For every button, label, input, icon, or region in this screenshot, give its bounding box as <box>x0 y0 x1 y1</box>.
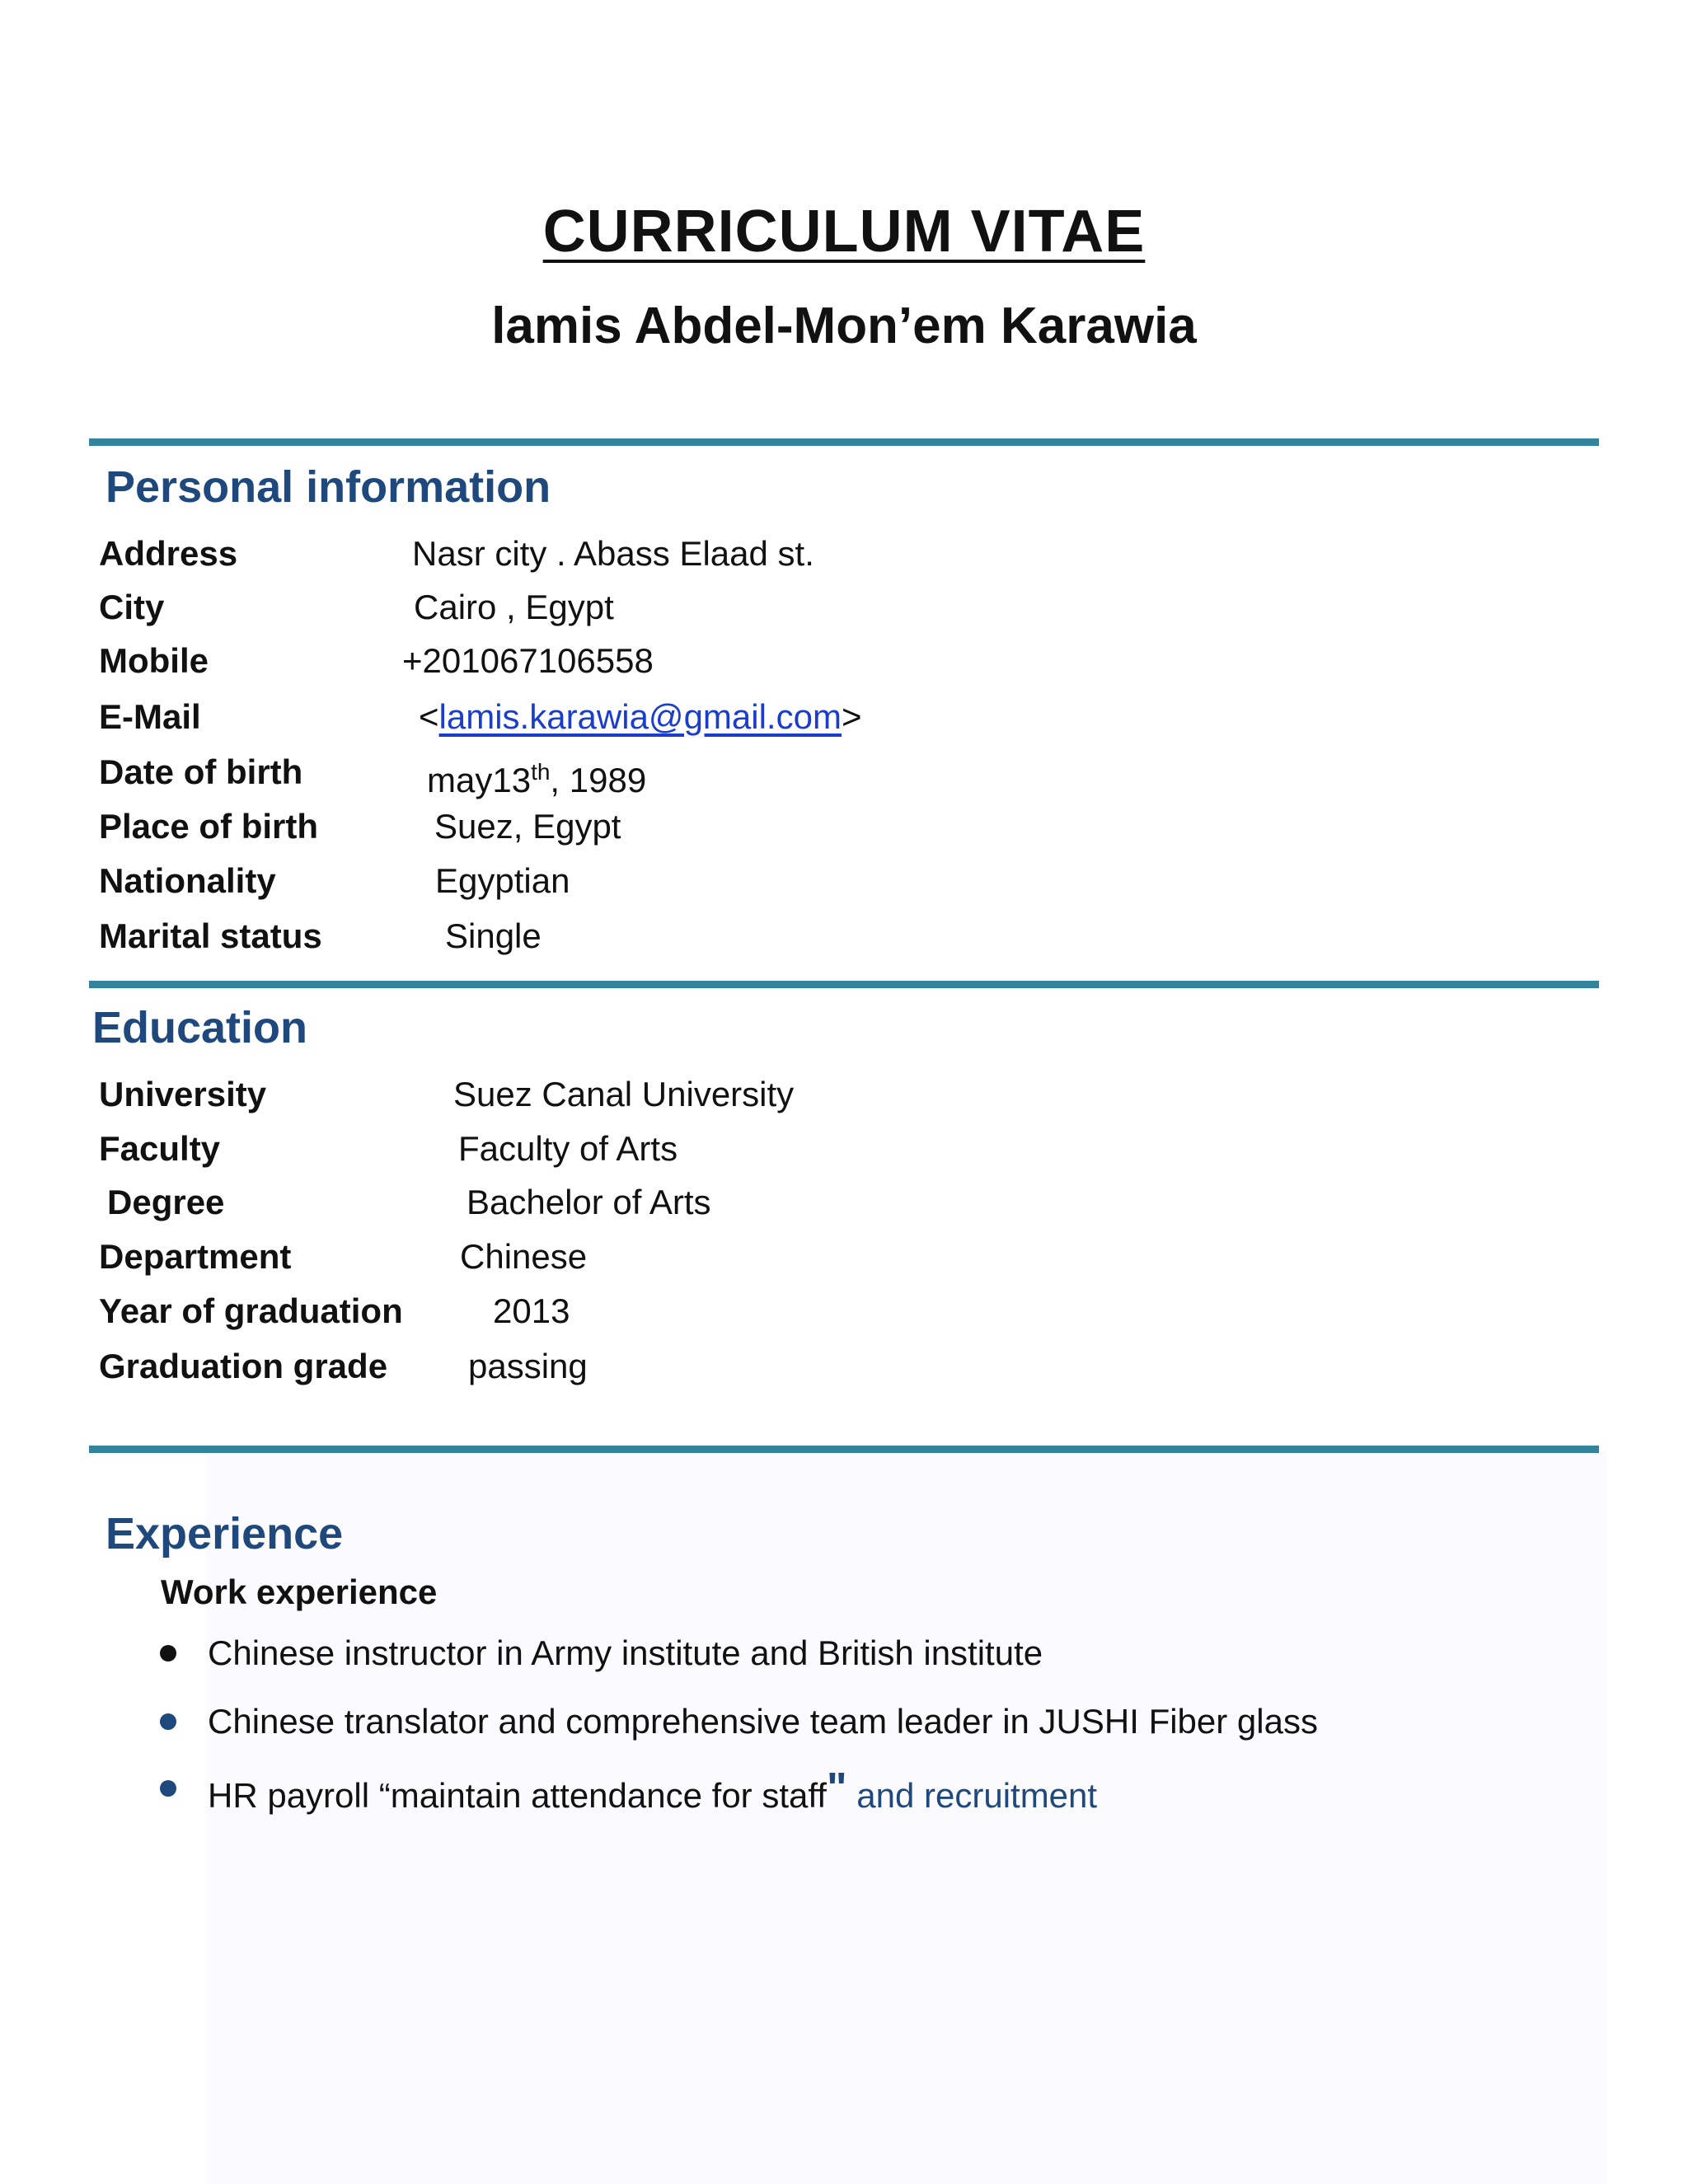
dob-main: may13 <box>427 761 532 799</box>
row-label: Nationality <box>99 861 276 900</box>
closing-quote: " <box>826 1765 847 1812</box>
row-value: Egyptian <box>435 861 570 900</box>
dob-suffix: th <box>531 759 551 785</box>
bullet-icon <box>160 1645 176 1661</box>
section-divider <box>89 981 1599 988</box>
row-value: Nasr city . Abass Elaad st. <box>412 534 814 573</box>
row-label: Place of birth <box>99 807 319 846</box>
row-value: +201067106558 <box>402 641 654 680</box>
personal-info-heading: Personal information <box>106 462 551 512</box>
education-heading: Education <box>92 1003 308 1052</box>
list-item-text-blue: and recruitment <box>846 1776 1098 1815</box>
row-value: Faculty of Arts <box>458 1129 678 1168</box>
document-title: CURRICULUM VITAE <box>542 199 1146 265</box>
row-value: 2013 <box>493 1291 570 1330</box>
row-label: Department <box>99 1237 292 1276</box>
email-close-bracket: > <box>841 697 862 736</box>
row-label: Year of graduation <box>99 1291 403 1330</box>
row-value: Chinese <box>460 1237 588 1276</box>
bullet-icon <box>160 1780 176 1797</box>
work-experience-subheading: Work experience <box>161 1572 438 1611</box>
candidate-name: lamis Abdel-Mon’em Karawia <box>491 298 1197 354</box>
section-divider <box>89 438 1599 446</box>
dob-year: , 1989 <box>550 761 647 799</box>
row-label: City <box>99 588 165 626</box>
experience-heading: Experience <box>106 1509 344 1558</box>
list-item-text: Chinese translator and comprehensive team leader in JUSHI Fiber glass <box>208 1702 1318 1741</box>
row-value: Suez, Egypt <box>434 807 621 846</box>
row-label: Faculty <box>99 1129 221 1168</box>
row-label: Mobile <box>99 641 209 680</box>
row-value: Suez Canal University <box>453 1075 795 1113</box>
row-label: Date of birth <box>99 752 303 791</box>
email-open-bracket: < <box>419 697 439 736</box>
row-label: E-Mail <box>99 697 201 736</box>
row-label: Marital status <box>99 916 322 955</box>
dob-value <box>427 748 646 805</box>
row-label: University <box>99 1075 267 1113</box>
row-label: Degree <box>107 1183 225 1221</box>
row-value: Bachelor of Arts <box>467 1183 711 1221</box>
list-item-text <box>208 1764 1097 1821</box>
row-label: Graduation grade <box>99 1347 388 1385</box>
bullet-icon <box>160 1713 176 1730</box>
row-label: Address <box>99 534 238 573</box>
row-value: passing <box>468 1347 588 1385</box>
email-value <box>419 692 861 742</box>
list-item-text-main: HR payroll “maintain attendance for staff <box>208 1776 827 1815</box>
row-value: Cairo , Egypt <box>414 588 614 626</box>
list-item-text: Chinese instructor in Army institute and British institute <box>208 1633 1043 1672</box>
email-link[interactable]: lamis.karawia@gmail.com <box>438 697 842 736</box>
section-divider <box>89 1446 1599 1453</box>
row-value: Single <box>445 916 542 955</box>
